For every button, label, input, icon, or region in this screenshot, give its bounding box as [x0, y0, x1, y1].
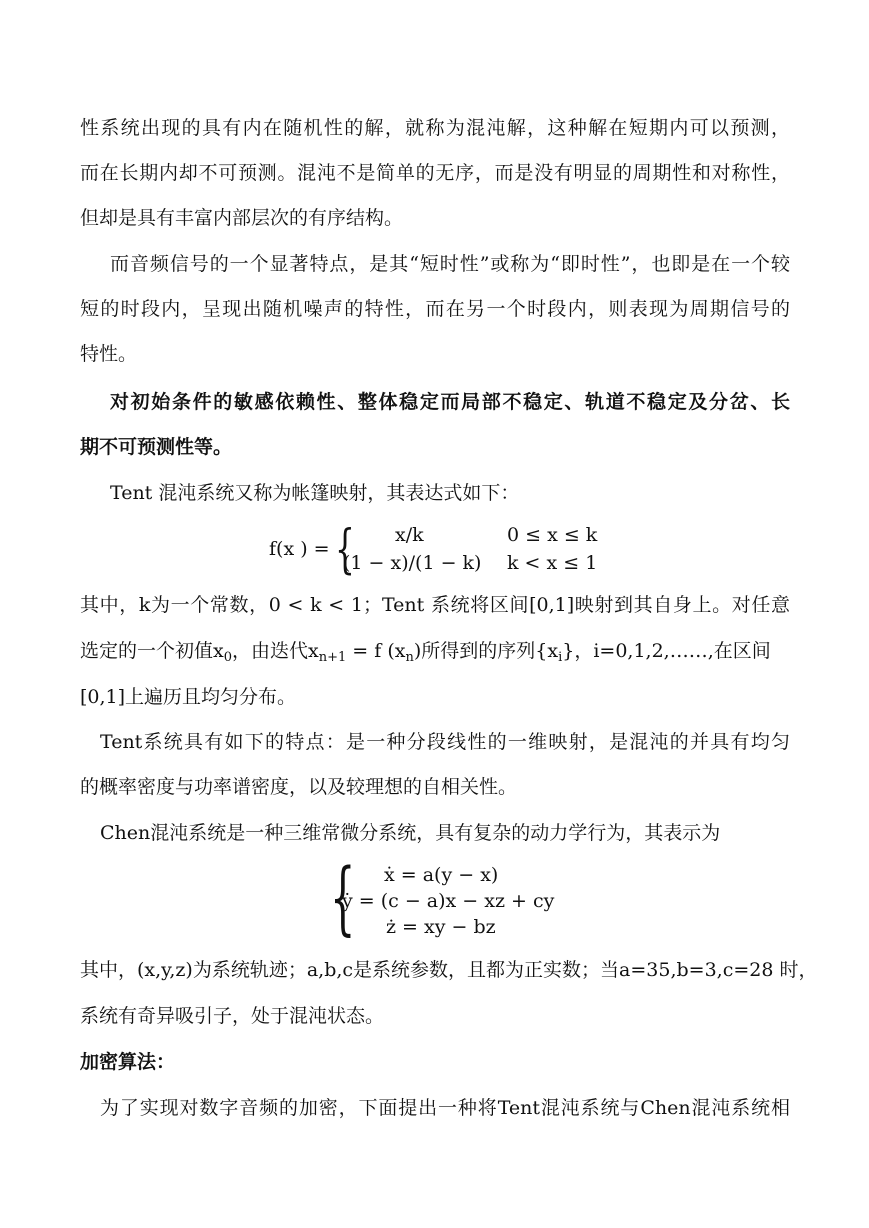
chen-eq-line3: ż = xy − bz [386, 916, 496, 938]
paragraph-line: 系统有奇异吸引子，处于混沌状态。 [80, 1005, 385, 1027]
tent-case1-expr: x/k [395, 524, 424, 546]
text-span: = f (x [346, 640, 406, 662]
tent-case2-cond: k < x ≤ 1 [507, 552, 598, 574]
tent-equation [265, 520, 605, 580]
chen-equation [330, 851, 555, 944]
text-span: )所得到的序列{x [413, 640, 559, 662]
paragraph-line: 其中，(x,y,z)为系统轨迹；a,b,c是系统参数，且都为正实数；当a=35,b=3,c=28 时， [80, 959, 818, 981]
chen-eq-line1: ẋ = a(y − x) [384, 864, 499, 886]
paragraph-line: 性系统出现的具有内在随机性的解，就称为混沌解，这种解在短期内可以预测， [80, 117, 790, 139]
paragraph-line: 而音频信号的一个显著特点，是其“短时性”或称为“即时性”，也即是在一个较 [110, 253, 790, 275]
tent-eq-lhs: f(x ) = [269, 538, 330, 560]
subscript: 0 [223, 650, 232, 665]
subscript: n [405, 650, 414, 665]
paragraph-line: 的概率密度与功率谱密度，以及较理想的自相关性。 [80, 776, 518, 798]
paragraph-line: 短的时段内，呈现出随机噪声的特性，而在另一个时段内，则表现为周期信号的 [80, 298, 790, 320]
text-span: ，由迭代x [232, 640, 319, 662]
paragraph-line: 其中，k为一个常数，0 < k < 1；Tent 系统将区间[0,1]映射到其自身上。对任意 [80, 594, 790, 616]
section-heading: 加密算法： [80, 1051, 176, 1073]
subscript: i [558, 650, 563, 665]
left-brace-icon: { [335, 520, 355, 580]
paragraph-line: Tent 混沌系统又称为帐篷映射，其表达式如下： [110, 482, 520, 504]
bold-paragraph-line: 对初始条件的敏感依赖性、整体稳定而局部不稳定、轨道不稳定及分岔、长 [110, 391, 790, 413]
paragraph-line: Chen混沌系统是一种三维常微分系统，具有复杂的动力学行为，其表示为 [100, 822, 721, 844]
bold-paragraph-line: 期不可预测性等。 [80, 436, 233, 458]
tent-case2-expr: (1 − x)/(1 − k) [343, 552, 482, 574]
paragraph-line: 为了实现对数字音频的加密，下面提出一种将Tent混沌系统与Chen混沌系统相 [100, 1097, 790, 1119]
paragraph-line: 而在长期内却不可预测。混沌不是简单的无序，而是没有明显的周期性和对称性， [80, 162, 790, 184]
paragraph-line-with-subscripts [80, 638, 790, 671]
text-span: 选定的一个初值x [80, 640, 224, 662]
text-span: }，i=0,1,2,……,在区间 [562, 640, 771, 662]
paragraph-line: 但却是具有丰富内部层次的有序结构。 [80, 207, 404, 229]
subscript: n+1 [318, 650, 347, 665]
chen-eq-line2: ẏ = (c − a)x − xz + cy [342, 890, 555, 912]
left-brace-icon: { [330, 851, 356, 944]
paragraph-line: 特性。 [80, 343, 138, 365]
tent-case1-cond: 0 ≤ x ≤ k [507, 524, 598, 546]
paragraph-line: Tent系统具有如下的特点：是一种分段线性的一维映射，是混沌的并具有均匀 [100, 731, 790, 753]
paragraph-line: [0,1]上遍历且均匀分布。 [80, 686, 297, 708]
